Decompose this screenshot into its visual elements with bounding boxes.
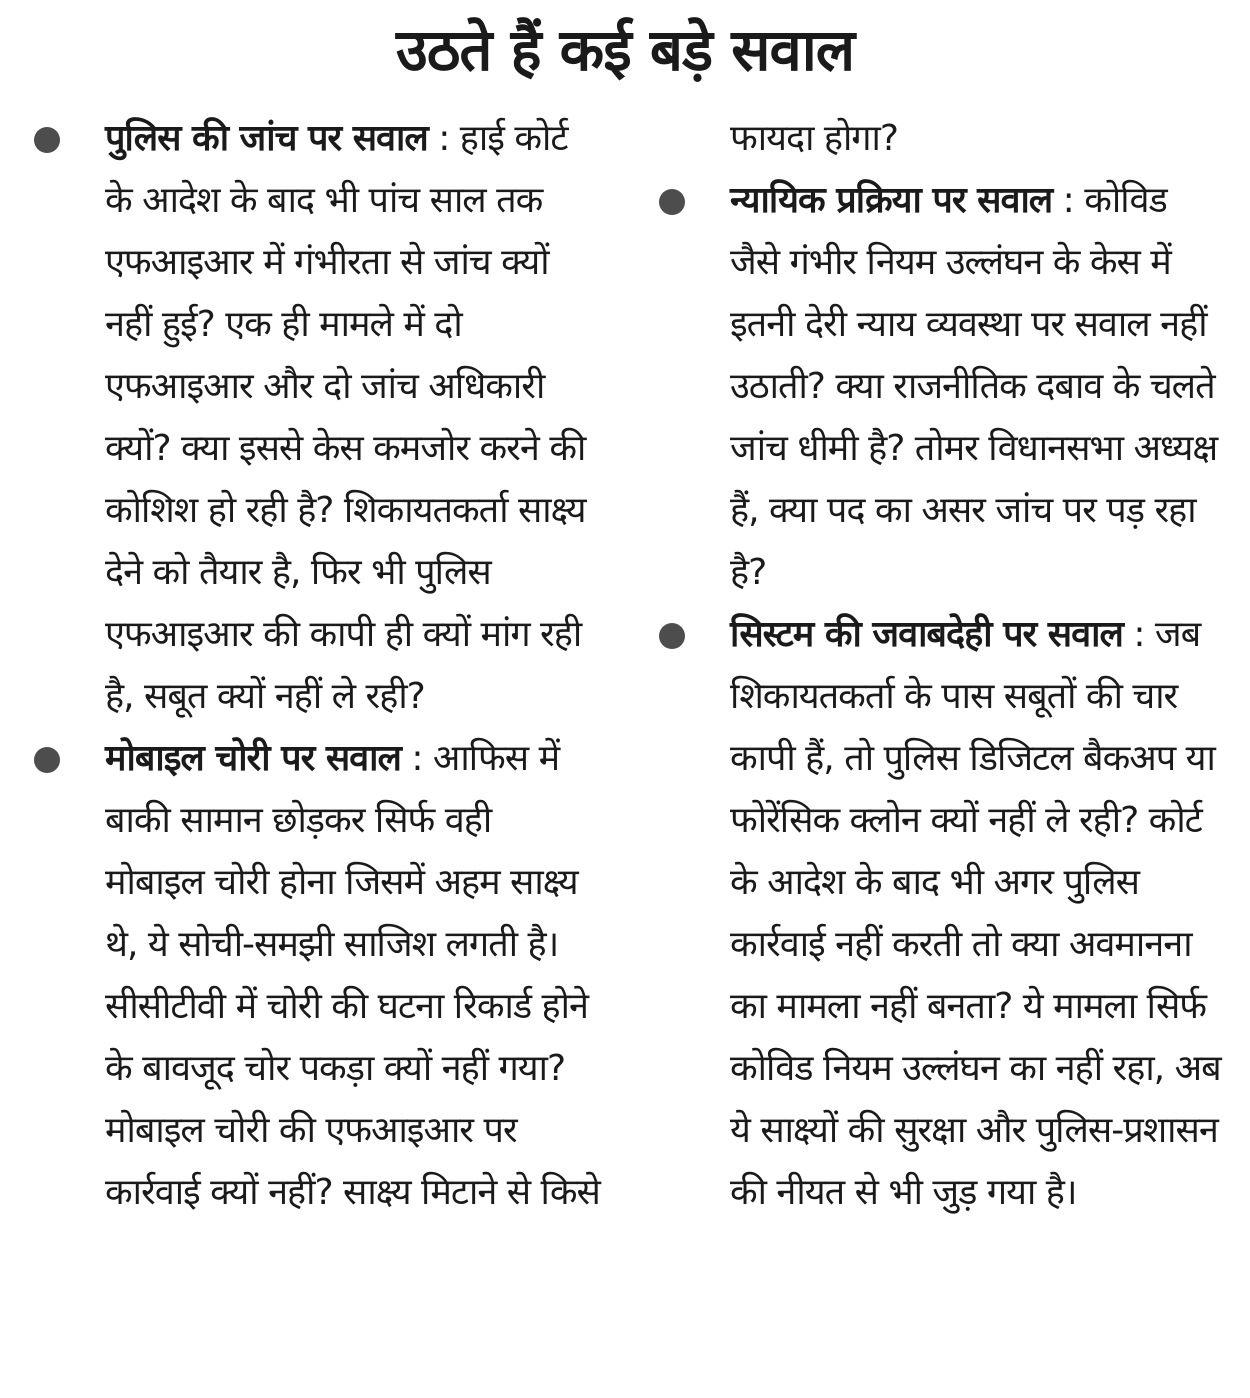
bullet-icon [34,127,60,153]
item-body: आफिस में बाकी सामान छोड़कर सिर्फ वही मोबाइल चोरी होना जिसमें अहम साक्ष्य थे, ये सोची-समझी साजिश लगती है। सीसीटीवी में चोरी की घटना रिकार्ड होने के बावजूद चोर पकड़ा क्यों नहीं गया? मोबाइल चोरी की एफआइआर पर कार्रवाई क्यों नहीं? साक्ष्य मिटाने से किसे [105,738,600,1213]
item-title: पुलिस की जांच पर सवाल [105,118,428,159]
bullet-icon [659,623,685,649]
item-body: हाई कोर्ट के आदेश के बाद भी पांच साल तक एफआइआर में गंभीरता से जांच क्यों नहीं हुई? एक ही मामले में दो एफआइआर और दो जांच अधिकारी क्यों? क्या इससे केस कमजोर करने की कोशिश हो रही है? शिकायतकर्ता साक्ष्य देने को तैयार है, फिर भी पुलिस एफआइआर की कापी ही क्यों मांग रही है, सबूत क्यों नहीं ले रही? [105,118,586,717]
left-column [30,108,600,1224]
item-separator: : [427,118,460,159]
question-item-judicial-process [655,170,1225,604]
continued-text: फायदा होगा? [730,118,898,159]
right-column [655,108,1225,1224]
question-item-mobile-theft [30,728,600,1224]
item-body: कोविड जैसे गंभीर नियम उल्लंघन के केस में इतनी देरी न्याय व्यवस्था पर सवाल नहीं उठाती? क्या राजनीतिक दबाव के चलते जांच धीमी है? तोमर विधानसभा अध्यक्ष हैं, क्या पद का असर जांच पर पड़ रहा है? [730,180,1218,593]
item-title: सिस्टम की जवाबदेही पर सवाल [730,614,1123,655]
bullet-icon [659,189,685,215]
item-title: मोबाइल चोरी पर सवाल [105,738,401,779]
item-separator: : [1122,614,1155,655]
item-separator: : [400,738,433,779]
question-item-police-investigation [30,108,600,728]
item-body: जब शिकायतकर्ता के पास सबूतों की चार कापी हैं, तो पुलिस डिजिटल बैकअप या फोरेंसिक क्लोन क्यों नहीं ले रही? कोर्ट के आदेश के बाद भी अगर पुलिस कार्रवाई नहीं करती तो क्या अवमानना का मामला नहीं बनता? ये मामला सिर्फ कोविड नियम उल्लंघन का नहीं रहा, अब ये साक्ष्यों की सुरक्षा और पुलिस-प्रशासन की नीयत से भी जुड़ गया है। [730,614,1221,1213]
bullet-icon [34,747,60,773]
item-title: न्यायिक प्रक्रिया पर सवाल [730,180,1053,221]
item-separator: : [1052,180,1085,221]
headline: उठते हैं कई बड़े सवाल [395,16,855,84]
question-item-system-accountability [655,604,1225,1224]
